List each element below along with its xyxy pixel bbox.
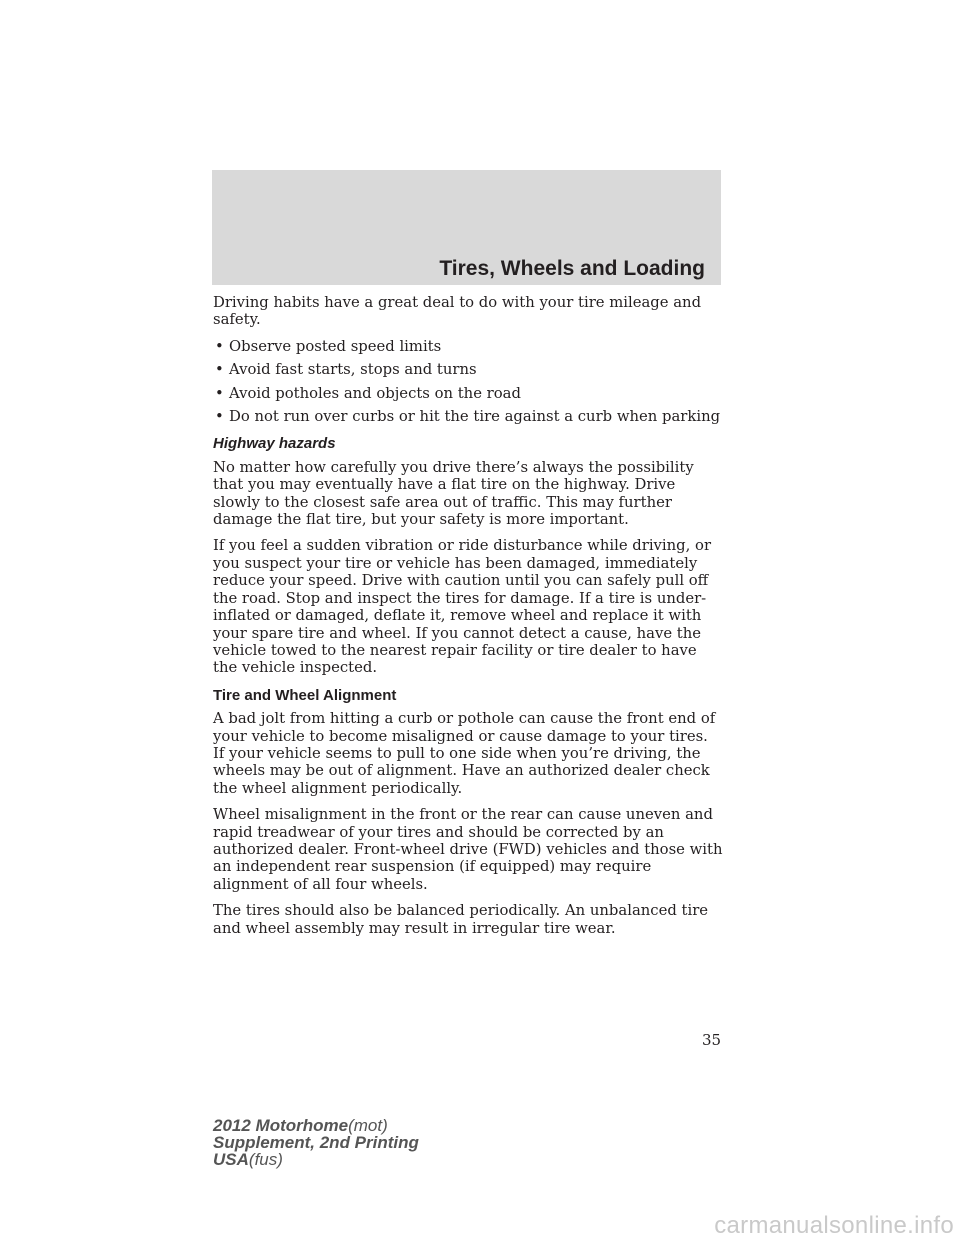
highway-paragraph-2: If you feel a sudden vibration or ride disturbance while driving, or you suspect your tire or vehicle has been damaged, immediately reduce your speed. Drive with caution until you can safely pull off the road. Stop and inspect the tires for damage. If a tire is under-inflated or damaged, deflate it, remove wheel and replace it with your spare tire and wheel. If you cannot detect a cause, have the vehicle towed to the nearest repair facility or tire dealer to have the vehicle inspected.: [213, 537, 712, 677]
bullet-icon: •: [215, 384, 224, 402]
section-title: Tires, Wheels and Loading: [439, 257, 705, 280]
edition-footer: [213, 1117, 419, 1168]
bullet-icon: •: [215, 337, 224, 355]
list-item-text: Avoid potholes and objects on the road: [229, 384, 521, 402]
section-header-band: [212, 170, 721, 285]
alignment-paragraph-1: A bad jolt from hitting a curb or pothole can cause the front end of your vehicle to become misaligned or cause damage to your tires. If your vehicle seems to pull to one side when you’re driving, the wheels may be out of alignment. Have an authorized dealer check the wheel alignment periodically.: [213, 710, 716, 797]
footer-market-code: (fus): [248, 1150, 283, 1169]
watermark: carmanualsonline.info: [714, 1212, 954, 1239]
list-item: [213, 408, 723, 425]
list-item-text: Do not run over curbs or hit the tire against a curb when parking: [229, 408, 721, 426]
alignment-paragraph-2: Wheel misalignment in the front or the rear can cause uneven and rapid treadwear of your tires and should be corrected by an authorized dealer. Front-wheel drive (FWD) vehicles and those with an independent rear suspension (if equipped) may require alignment of all four wheels.: [213, 806, 723, 893]
footer-line-3: [213, 1151, 419, 1168]
list-item: [213, 385, 723, 402]
footer-line-1: [213, 1117, 419, 1134]
list-item: [213, 338, 723, 355]
footer-market: USA: [213, 1150, 249, 1169]
footer-model-code: (mot): [348, 1116, 388, 1135]
bullet-icon: •: [215, 361, 224, 379]
bullet-icon: •: [215, 408, 224, 426]
alignment-paragraph-3: The tires should also be balanced periodically. An unbalanced tire and wheel assembly may result in irregular tire wear.: [213, 902, 709, 937]
highway-hazards-heading: Highway hazards: [213, 435, 336, 453]
footer-model: 2012 Motorhome: [213, 1116, 349, 1135]
page-content: [213, 294, 723, 946]
page-number: 35: [702, 1031, 722, 1049]
alignment-heading: Tire and Wheel Alignment: [213, 686, 397, 704]
highway-paragraph-1: No matter how carefully you drive there’s always the possibility that you may eventually have a flat tire on the highway. Drive slowly to the closest safe area out of traffic. This may further damage the flat tire, but your safety is more important.: [213, 458, 694, 529]
list-item-text: Observe posted speed limits: [229, 337, 442, 355]
driving-habits-list: [213, 338, 723, 426]
intro-paragraph: Driving habits have a great deal to do with your tire mileage and safety.: [213, 294, 702, 329]
list-item-text: Avoid fast starts, stops and turns: [229, 361, 477, 379]
list-item: [213, 361, 723, 378]
footer-line-2: Supplement, 2nd Printing: [213, 1133, 419, 1152]
